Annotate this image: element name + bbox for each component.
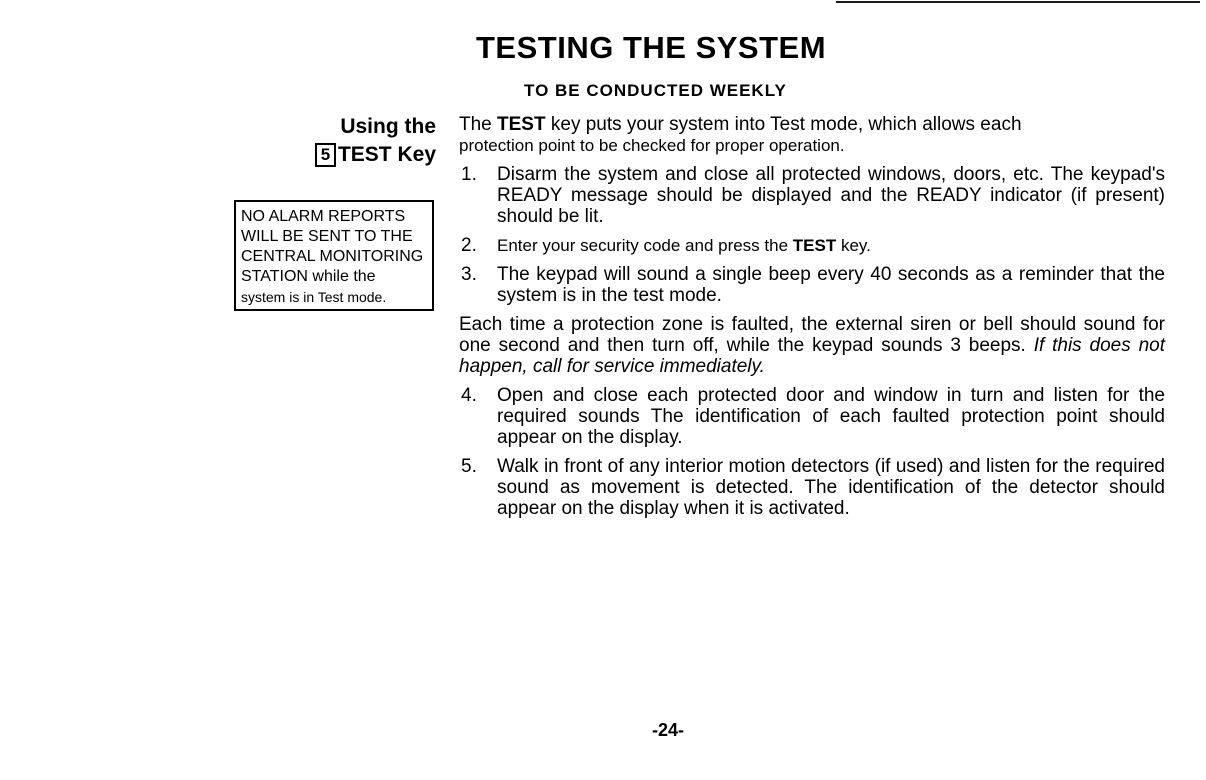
step-item [459,456,1165,519]
main-content [459,114,1165,527]
intro-paragraph [459,114,1165,156]
step-number: 4. [461,385,477,406]
key-5-icon: 5 [315,143,336,167]
top-rule [836,1,1200,3]
intro-key: TEST [497,114,546,135]
notice-line: STATION while the [241,268,376,285]
step-number: 3. [461,264,477,285]
step-item [459,385,1165,448]
step2-suffix: key. [836,236,871,255]
notice-line: WILL BE SENT TO THE [241,228,413,245]
step-text [497,235,1165,256]
notice-box [234,200,434,311]
page-number: -24- [652,720,685,740]
notice-line: NO ALARM REPORTS [241,208,406,225]
page-title: TESTING THE SYSTEM [476,30,827,65]
step2-key: TEST [792,236,837,255]
step2-prefix: Enter your security code and press the [497,236,793,255]
side-heading-line2 [216,141,436,169]
step-number: 2. [461,235,477,256]
step-text: Disarm the system and close all protected windows, doors, etc. The keypad's READY message should be displayed and the READY indicator (if present) should be lit. [497,164,1165,227]
step-number: 1. [461,164,477,185]
step-text: Open and close each protected door and window in turn and listen for the required sounds The identification of each faulted protection point should appear on the display. [497,385,1165,448]
page-subtitle: TO BE CONDUCTED WEEKLY [524,81,787,100]
step-text: The keypad will sound a single beep every 40 seconds as a reminder that the system is in the test mode. [497,264,1165,306]
intro-prefix: The [459,114,498,135]
step-item [459,235,1165,256]
fault-text: Each time a protection zone is faulted, the external siren or bell should sound for one second and then turn off, while the keypad sounds 3 beeps. [459,314,1165,356]
intro-tail: protection point to be checked for proper operation. [459,136,845,155]
step-text: Walk in front of any interior motion detectors (if used) and listen for the required sound as movement is detected. The identification of the detector should appear on the display when it is activated. [497,456,1165,519]
side-heading-line1: Using the [340,115,436,138]
fault-warning: If this does not happen, call for service immediately. [459,335,1166,377]
fault-paragraph [459,314,1165,377]
step-item [459,264,1165,306]
notice-line: system is in Test mode. [241,289,387,305]
side-heading [216,113,436,169]
step-number: 5. [461,456,477,477]
step-item [459,164,1165,227]
key-label: TEST Key [337,143,436,166]
intro-mid: key puts your system into Test mode, which allows each [545,114,1022,135]
notice-line: CENTRAL MONITORING [241,248,424,265]
